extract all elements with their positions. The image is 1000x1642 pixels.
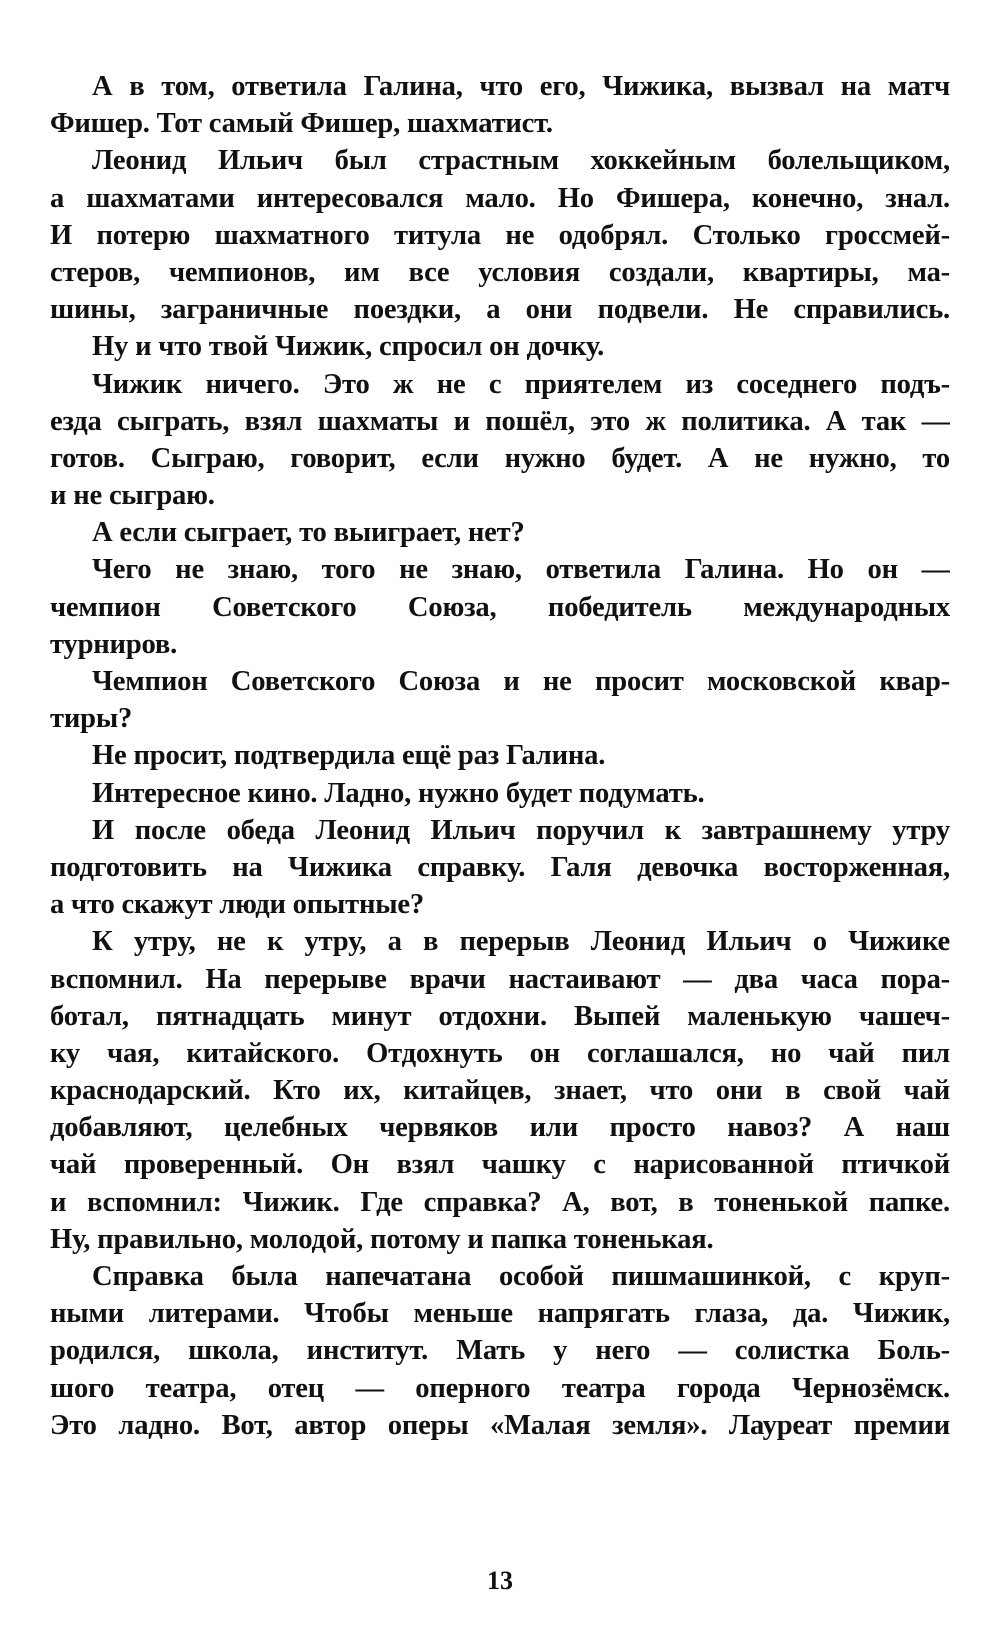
text-line: Не просит, подтвердила ещё раз Галина.	[92, 740, 606, 772]
text-line: ботал, пятнадцать минут отдохни. Выпей маленькую чашеч-	[50, 1000, 950, 1032]
text-line: Фишер. Тот самый Фишер, шахматист.	[50, 108, 553, 140]
text-line: Интересное кино. Ладно, нужно будет подумать.	[92, 777, 705, 809]
text-line: шины, заграничные поездки, а они подвели. Не справились.	[50, 294, 950, 326]
text-line: подготовить на Чижика справку. Галя девочка восторженная,	[50, 851, 950, 883]
text-line: Справка была напечатана особой пишмашинкой, с круп-	[92, 1261, 950, 1292]
text-line: А если сыграет, то выиграет, нет?	[92, 517, 525, 549]
text-line: Леонид Ильич был страстным хоккейным болельщиком,	[92, 145, 950, 177]
text-line: готов. Сыграю, говорит, если нужно будет. А не нужно, то	[50, 442, 950, 474]
text-line: добавляют, целебных червяков или просто навоз? А наш	[50, 1112, 950, 1144]
text-line: чемпион Советского Союза, победитель международных	[50, 591, 950, 623]
text-line: чай проверенный. Он взял чашку с нарисованной птичкой	[50, 1149, 950, 1181]
text-line: Чемпион Советского Союза и не просит московской квар-	[92, 666, 950, 697]
text-line: шого театра, отец — оперного театра города Чернозёмск.	[50, 1372, 950, 1404]
page-number: 13	[487, 1566, 513, 1595]
text-line: тиры?	[50, 703, 133, 735]
text-line: краснодарский. Кто их, китайцев, знает, что они в свой чай	[50, 1075, 950, 1107]
book-page-text	[50, 68, 950, 1444]
text-line: Ну и что твой Чижик, спросил он дочку.	[92, 331, 605, 363]
text-line: стеров, чемпионов, им все условия создали, квартиры, ма-	[50, 256, 950, 288]
text-line: и не сыграю.	[50, 480, 215, 512]
text-line: турниров.	[50, 628, 178, 660]
text-line: ку чая, китайского. Отдохнуть он соглашался, но чай пил	[50, 1037, 950, 1069]
text-line: И потерю шахматного титула не одобрял. Столько гроссмей-	[50, 219, 950, 251]
text-line: вспомнил. На перерыве врачи настаивают — два часа пора-	[50, 963, 950, 995]
text-line: а шахматами интересовался мало. Но Фишера, конечно, знал.	[50, 182, 950, 214]
text-line: а что скажут люди опытные?	[50, 889, 425, 921]
text-line: А в том, ответила Галина, что его, Чижика, вызвал на матч	[92, 71, 950, 102]
text-line: Чего не знаю, того не знаю, ответила Галина. Но он —	[92, 554, 950, 586]
text-line: Ну, правильно, молодой, потому и папка тоненькая.	[50, 1223, 714, 1255]
text-line: езда сыграть, взял шахматы и пошёл, это ж политика. А так —	[50, 405, 950, 437]
text-line: Это ладно. Вот, автор оперы «Малая земля». Лауреат премии	[50, 1409, 950, 1441]
text-line: Чижик ничего. Это ж не с приятелем из соседнего подъ-	[92, 368, 950, 400]
text-line: и вспомнил: Чижик. Где справка? А, вот, в тоненькой папке.	[50, 1186, 950, 1218]
text-line: К утру, не к утру, а в перерыв Леонид Ильич о Чижике	[92, 926, 950, 958]
text-line: ными литерами. Чтобы меньше напрягать глаза, да. Чижик,	[50, 1298, 950, 1330]
text-line: И после обеда Леонид Ильич поручил к завтрашнему утру	[92, 814, 950, 846]
text-line: родился, школа, институт. Мать у него — солистка Боль-	[50, 1335, 950, 1367]
